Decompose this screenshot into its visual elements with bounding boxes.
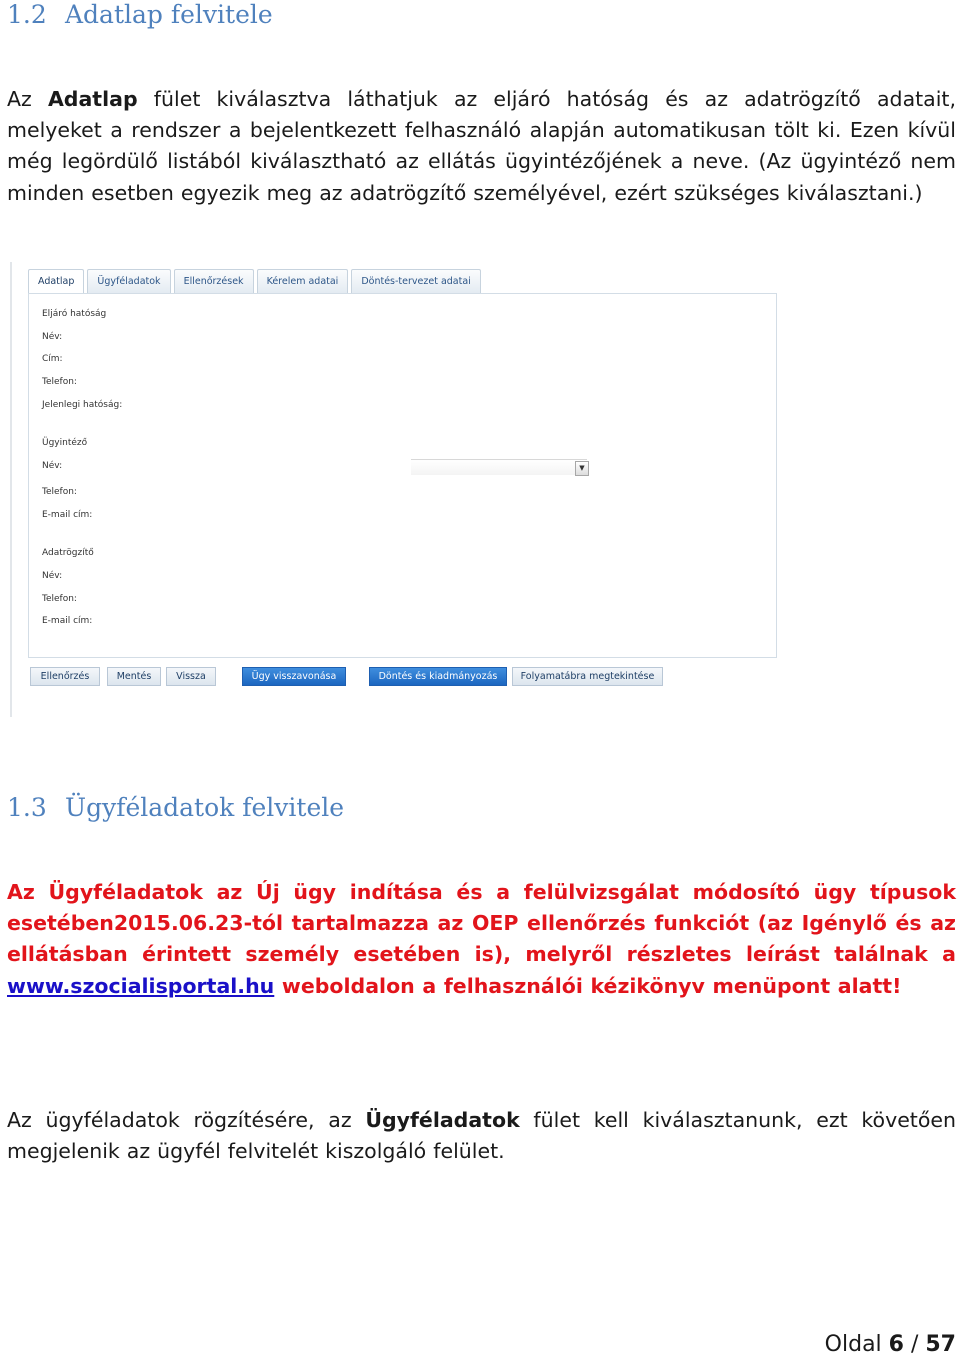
oep-notice-paragraph	[7, 877, 956, 1002]
tab-ellenorzesek[interactable]: Ellenőrzések	[174, 269, 254, 293]
bold-term: Adatlap	[47, 87, 138, 111]
page-separator: /	[903, 1332, 926, 1357]
label-email: E-mail cím:	[42, 616, 93, 626]
label-nev: Név:	[42, 461, 63, 471]
vissza-button[interactable]: Vissza	[166, 667, 216, 686]
dontes-kiadmanyozas-button[interactable]: Döntés és kiadmányozás	[369, 667, 507, 686]
mentes-button[interactable]: Mentés	[107, 667, 161, 686]
text-span: weboldalon a felhasználói kézikönyv menüpont alatt!	[274, 973, 902, 998]
label-cim: Cím:	[42, 354, 63, 364]
current-page: 6	[888, 1332, 904, 1357]
ugyintezo-select[interactable]	[411, 459, 587, 475]
chevron-down-icon[interactable]: ▼	[575, 461, 589, 476]
tab-ugyfeladatok[interactable]: Ügyféladatok	[87, 269, 170, 293]
divider	[10, 262, 12, 717]
folyamatabra-button[interactable]: Folyamatábra megtekintése	[512, 667, 663, 686]
form-panel	[28, 293, 777, 658]
label-jelenlegi-hatosag: Jelenlegi hatóság:	[42, 400, 123, 410]
szocialisportal-link[interactable]: www.szocialisportal.hu	[7, 973, 275, 998]
text-span: fület kiválasztva láthatjuk az eljáró hatóság és az adatrögzítő adatait, melyeket a rendszer a bejelentkezett felhasználó alapján automatikusan tölt ki. Ezen kívül még legördülő listából kiválasztható az ellátás ügyintézőjének a neve. (Az ügyintéző nem minden esetben egyezik meg az adatrögzítő személyével, ezért szükséges kiválasztani.)	[7, 87, 956, 205]
label-eljaro-hatosag: Eljáró hatóság	[42, 309, 107, 319]
section-heading-1-2	[7, 0, 273, 29]
ugy-visszavonasa-button[interactable]: Ügy visszavonása	[242, 667, 346, 686]
text-span: Az ügyféladatok rögzítésére, az	[7, 1108, 366, 1132]
total-pages: 57	[925, 1332, 956, 1357]
text-span: fület kell kiválasztanunk, ezt követően megjelenik az ügyfél felvitelét kiszolgáló felület.	[7, 1108, 956, 1164]
section-title: Ügyféladatok felvitele	[65, 793, 345, 822]
page-label: Oldal	[824, 1332, 889, 1357]
tab-bar	[28, 269, 484, 294]
label-nev: Név:	[42, 332, 63, 342]
ugyfeladatok-paragraph	[7, 1105, 956, 1167]
label-ugyintezo: Ügyintéző	[42, 438, 88, 448]
tab-adatlap[interactable]: Adatlap	[28, 269, 84, 293]
label-email: E-mail cím:	[42, 510, 93, 520]
label-telefon: Telefon:	[42, 377, 77, 387]
text-span: Az	[7, 87, 48, 111]
page-number	[825, 1332, 956, 1357]
section-heading-1-3	[7, 793, 344, 822]
label-telefon: Telefon:	[42, 487, 77, 497]
ellenorzes-button[interactable]: Ellenőrzés	[30, 667, 100, 686]
section-number: 1.2	[7, 0, 47, 29]
tab-dontes-tervezet-adatai[interactable]: Döntés-tervezet adatai	[351, 269, 480, 293]
adatlap-paragraph	[7, 84, 956, 209]
tab-kerelem-adatai[interactable]: Kérelem adatai	[257, 269, 349, 293]
label-telefon: Telefon:	[42, 594, 77, 604]
section-title: Adatlap felvitele	[65, 0, 273, 29]
label-adatrogzito: Adatrögzítő	[42, 548, 94, 558]
section-number: 1.3	[7, 793, 47, 822]
text-span: Az Ügyféladatok az Új ügy indítása és a felülvizsgálat módosító ügy típusok esetében2015.06.23-tól tartalmazza az OEP ellenőrzés funkciót (az Igénylő és az ellátásban érintett személy esetében is), melyről részletes leírást találnak a	[7, 880, 956, 967]
label-nev: Név:	[42, 571, 63, 581]
bold-term: Ügyféladatok	[365, 1108, 520, 1132]
adatlap-screenshot	[10, 262, 780, 717]
